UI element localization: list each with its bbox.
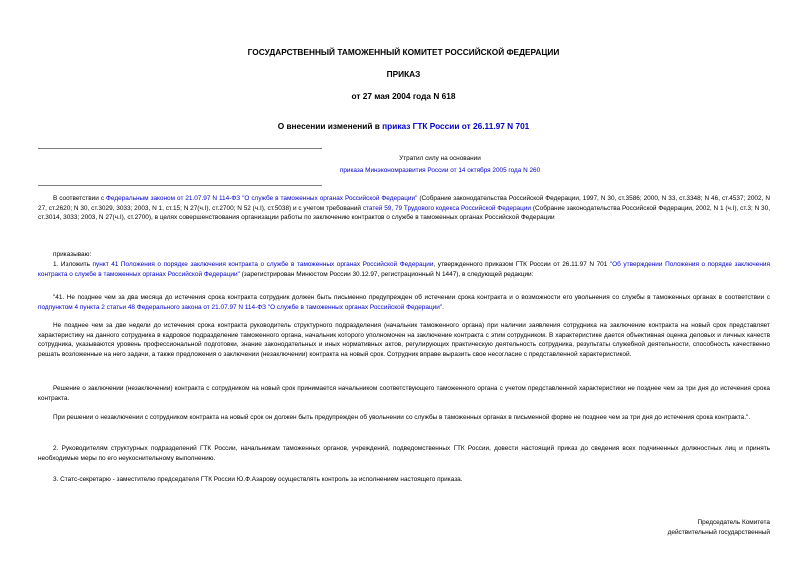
signature-line2: действительный государственный <box>667 529 770 536</box>
paragraph-item-1 <box>38 260 770 279</box>
labor-code-link[interactable]: статей 59, 79 Трудового кодекса Российской Федерации <box>362 204 532 212</box>
federal-law-link[interactable]: Федеральным законом от 21.07.97 N 114-ФЗ "О службе в таможенных органах Российской Федерации" <box>106 195 418 202</box>
paragraph-nonrenewal: При решении о незаключении с сотрудником контракта на новый срок он должен быть предупрежден об увольнении со службы в таможенных органах в письменной форме не позднее чем за три дня до истечения срока контракта.". <box>53 414 751 421</box>
doc-type-heading: ПРИКАЗ <box>386 69 421 79</box>
paragraph-item-2: 2. Руководителям структурных подразделений ГТК России, начальникам таможенных органов, учреждений, подведомственных ГТК России, довести настоящий приказ до сведения всех подчиненных должностных лиц и принять необходимые меры по его неукоснительному выполнению. <box>38 445 770 462</box>
paragraph-decision: Решение о заключении (незаключении) контракта с сотрудником на новый срок принимается начальником соответствующего таможенного органа с учетом представленной характеристики не позднее чем за три дня до истечения срока контракта. <box>38 385 770 402</box>
status-note-line1: Утратил силу на основании <box>399 155 481 162</box>
status-note-link[interactable]: приказа Минэкономразвития России от 14 октября 2005 года N 260 <box>339 167 541 174</box>
top-divider <box>38 148 322 149</box>
preamble-text-a: В соответствии с <box>53 195 106 202</box>
preamble-text-c: (Собрание законодательства Российской Федерации, 2002, N 1 (ч.I), ст.3; N 30, ст.3014, 3033; 2003, N 27(ч.I), ст.2700), в целях совершенствования организации работы по заключению контрактов о службе в таможенных органах Российской Федерации <box>38 204 770 221</box>
status-note <box>228 153 652 177</box>
paragraph-item-3: 3. Статс-секретарю - заместителю председателя ГТК России Ю.Ф.Азарову осуществлять контроль за исполнением настоящего приказа. <box>53 476 463 483</box>
item1-text-a: 1. Изложить <box>53 261 93 268</box>
document-title <box>0 121 807 131</box>
signature-line1: Председатель Комитета <box>697 519 770 526</box>
paragraph-item-41 <box>38 293 770 312</box>
date-number-heading: от 27 мая 2004 года N 618 <box>351 91 456 101</box>
article-48-link[interactable]: подпунктом 4 пункта 2 статьи 48 Федерального закона от 21.07.97 N 114-ФЗ "О службе в таможенных органах Российской Федерации" <box>38 303 443 311</box>
signature-block <box>668 518 770 538</box>
title-link[interactable]: приказ ГТК России от 26.11.97 N 701 <box>382 121 530 131</box>
preamble-text-b: (Собрание законодательства Российской Федерации, 1997, N 30, ст.3586; 2000, N 33, ст.3348; N 46, ст.4537; 2002, N 27, ст.2620; N 30, ст.3029, 3033; 2003, N 1, ст.15; N 27(ч.I), ст.2700; N 52 (ч.I), ст.5038) и с учетом требований <box>38 195 770 212</box>
order-word: приказываю: <box>53 251 92 258</box>
paragraph-preamble <box>38 194 770 223</box>
org-heading: ГОСУДАРСТВЕННЫЙ ТАМОЖЕННЫЙ КОМИТЕТ РОССИЙСКОЙ ФЕДЕРАЦИИ <box>247 47 560 57</box>
paragraph-characteristics: Не позднее чем за две недели до истечения срока контракта руководитель структурного подразделения (начальник таможенного органа) при наличии заявления сотрудника на заключение контракта на новый срок представляет характеристику на данного сотрудника в кадровое подразделение таможенного органа, начальник которого уполномочен на заключение контракта с этим сотрудником. В характеристике дается объективная оценка деловых и личных качеств сотрудника, указываются уровень профессиональной подготовки, знание законодательных и иных нормативных актов, регулирующих практическую деятельность сотрудника, результаты служебной деятельности, способность качественно решать возложенные на него задачи, а также предложения о заключении (незаключении) контракта на новый срок. Сотрудник вправе выразить свое несогласие с представленной характеристикой. <box>38 322 770 358</box>
bottom-divider <box>38 185 322 186</box>
item41-text-a: "41. Не позднее чем за два месяца до истечения срока контракта сотрудник должен быть письменно предупрежден об истечении срока контракта и о возможности его увольнения со службы в таможенных органах в соответствии с <box>53 294 770 301</box>
item1-text-b: , утвержденного приказом ГТК России от 26.11.97 N 701 <box>433 261 610 268</box>
title-prefix: О внесении изменений в <box>277 121 383 131</box>
item41-text-b: . <box>442 303 444 311</box>
regulation-link[interactable]: "Об утверждении Положения о порядке заключения контракта о службе в таможенных органах Российской Федерации" <box>38 261 770 278</box>
point-41-link[interactable]: пункт 41 Положения о порядке заключения контракта о службе в таможенных органах Российской Федерации <box>92 261 434 268</box>
item1-text-c: (зарегистрирован Минюстом России 30.12.97, регистрационный N 1447), в следующей редакции: <box>239 270 534 278</box>
